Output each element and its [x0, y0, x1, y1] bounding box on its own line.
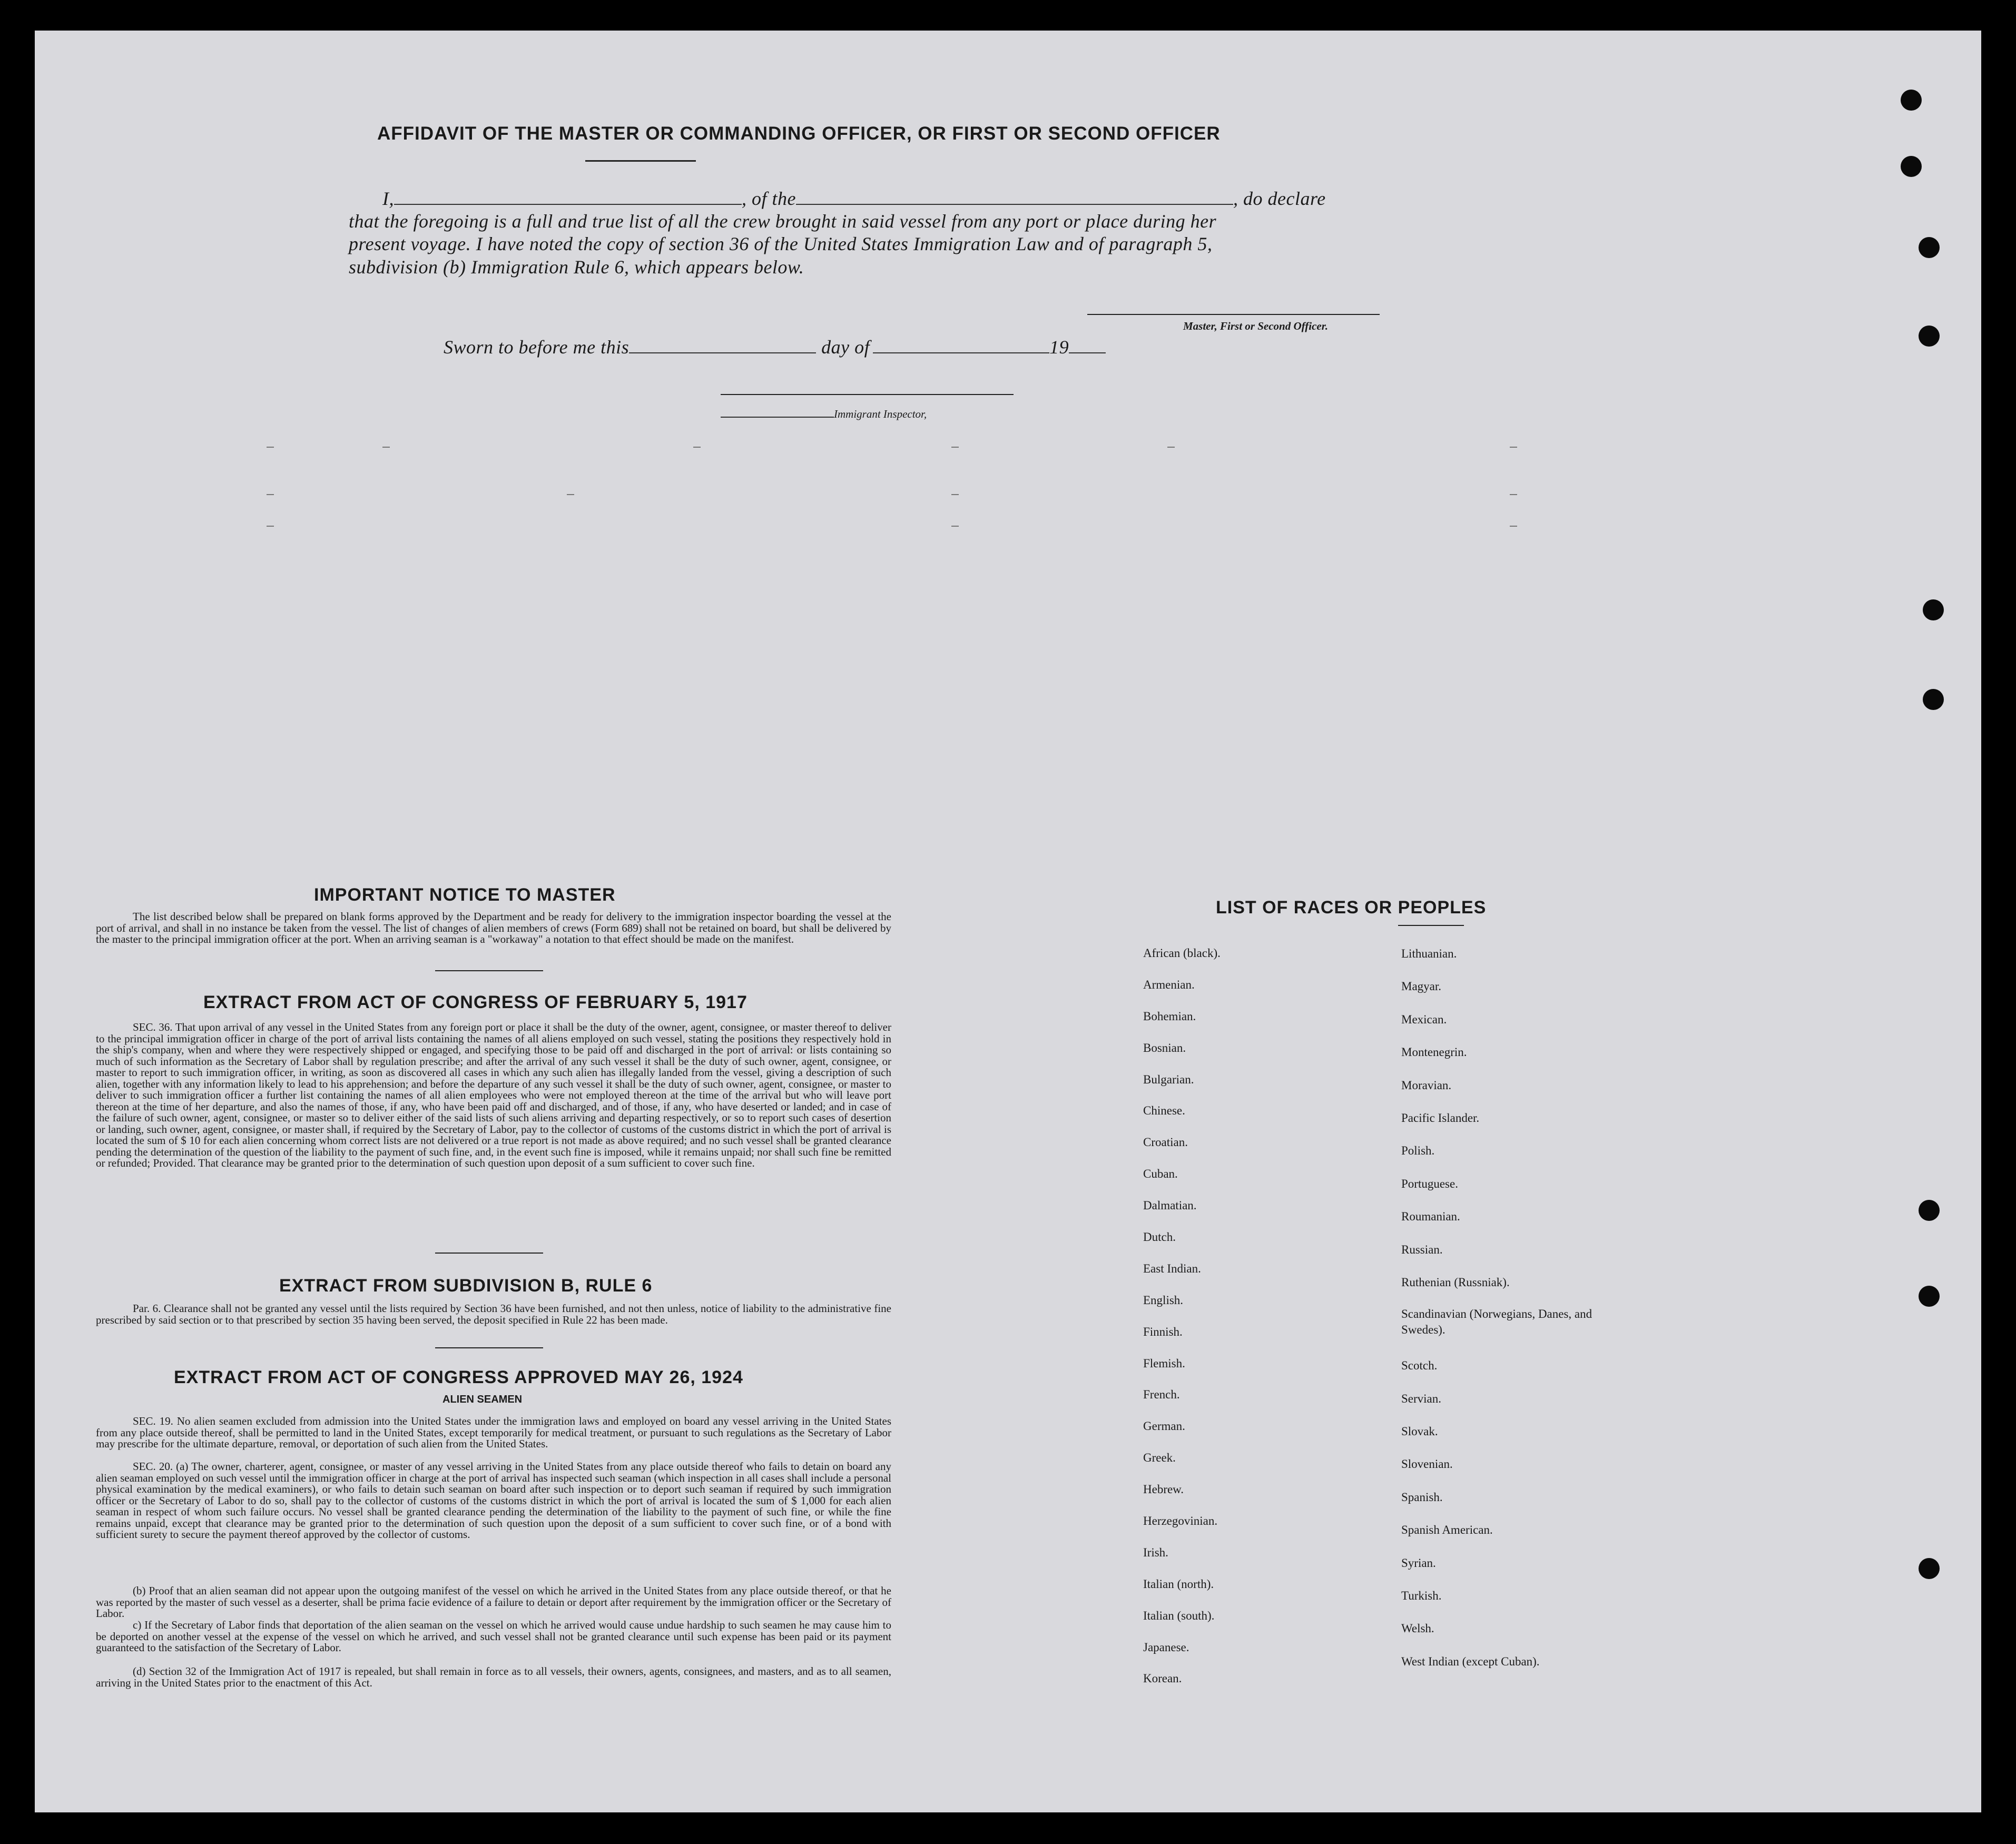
- rule6-title: EXTRACT FROM SUBDIVISION B, RULE 6: [279, 1276, 653, 1296]
- binder-hole: [1919, 1200, 1940, 1221]
- affidavit-declare-label: , do declare: [1233, 188, 1326, 209]
- sec20a-text: SEC. 20. (a) The owner, charterer, agent, consignee, or master of any vessel arriving in the United States from any place outside thereof who fails to detain on board any alien seaman employed on such vessel until the immigration officer in charge at the port of arrival has inspected such seaman (which inspection in all cases shall include a personal physical examination by the medical examiners), or who fails to detain such seaman on board after such inspection or to deport such seaman if required by such immigration officer or the Secretary of Labor to do so, shall pay to the collector of customs of the customs district in which the port of arrival is located the sum of $ 1,000 for each alien seaman in respect of whom such failure occurs. No vessel shall be granted clearance pending the determination of the liability to the payment of such fine, or while the fine remains unpaid, except that clearance may be granted prior to the determination of such question upon the deposit of a sum sufficient to cover such fine, or of a bond with sufficient surety to secure the payment thereof approved by the collector of customs.: [96, 1460, 891, 1541]
- race-item: Syrian.: [1401, 1556, 1436, 1570]
- race-item: Turkish.: [1401, 1589, 1442, 1603]
- race-item: Dutch.: [1143, 1230, 1176, 1244]
- race-item: Bohemian.: [1143, 1009, 1196, 1023]
- notice-text: The list described below shall be prepared on blank forms approved by the Department and be ready for delivery to the immigration inspector boarding the vessel at the port of arrival, and shall in no instance be taken from the vessel. The list of changes of alien members of crews (Form 689) shall not be retained on board, but shall be delivered by the master to the principal immigration officer at the port. When an arriving seaman is a "workaway" a notation to that effect should be made on the manifest.: [96, 910, 891, 945]
- binder-hole: [1919, 237, 1940, 258]
- extract-1917-text: SEC. 36. That upon arrival of any vessel in the United States from any foreign port or place it shall be the duty of the owner, agent, consignee, or master thereof to deliver to the principal immigration officer in charge of the port of arrival lists containing the names of all aliens employed on such vessel, stating the positions they respectively hold in the ship's company, when and where they were respectively shipped or engaged, and specifying those to be paid off and discharged in the port of arrival: or lists containing so much of such information as the Secretary of Labor shall by regulation prescribe; and after the arrival of any such vessel it shall be the duty of such owner, agent, consignee, or master to report to such immigration officer, in writing, as soon as discovered all cases in which any such alien has illegally landed from the vessel, giving a description of such alien, together with any information likely to lead to his apprehension; and before the departure of any such vessel it shall be the duty of such owner, agent, consignee, or master to deliver to such immigration officer a further list containing the names of all alien employees who were not employed thereon at the time of the arrival but who will leave port thereon at the time of her departure, and also the names of those, if any, who have been paid off and discharged, and of those, if any, who have deserted or landed; and in case of the failure of such owner, agent, consignee, or master so to deliver either of the said lists of such aliens arriving and departing respectively, or so to report such cases of desertion or landing, such owner, agent, consignee, or master shall, if required by the Secretary of Labor, pay to the collector of customs of the customs district in which the port of arrival is located the sum of $ 10 for each alien concerning whom correct lists are not delivered or a true report is not made as above required; and no such vessel shall be granted clearance pending the determination of the question of the liability to the payment of such fine, and, in the event such fine is imposed, while it remains unpaid; nor shall such fine be remitted or refunded; Provided. That clearance may be granted prior to the determination of such question upon deposit of a sum sufficient to cover such fine.: [96, 1021, 891, 1169]
- affidavit-line-2: that the foregoing is a full and true list of all the crew brought in said vessel from any port or place during her: [349, 211, 1217, 232]
- race-item: Polish.: [1401, 1144, 1435, 1158]
- sworn-line: [444, 336, 1106, 358]
- ghost-mark: [267, 447, 274, 448]
- notice-rule: [435, 970, 543, 971]
- inspector-label: Immigrant Inspector,: [834, 408, 927, 420]
- extract-1924-subtitle: ALIEN SEAMEN: [442, 1394, 523, 1405]
- extract-1917-title: EXTRACT FROM ACT OF CONGRESS OF FEBRUARY 5, 1917: [203, 992, 748, 1012]
- binder-hole: [1919, 1558, 1940, 1579]
- race-item: Herzegovinian.: [1143, 1514, 1218, 1528]
- race-item: Irish.: [1143, 1545, 1168, 1559]
- sworn-year-label: 19: [1049, 337, 1069, 358]
- sworn-label: Sworn to before me this: [444, 337, 630, 358]
- race-item: Flemish.: [1143, 1356, 1185, 1370]
- races-left-column: [1143, 938, 1221, 1694]
- race-item: Pacific Islander.: [1401, 1111, 1480, 1125]
- race-item: Armenian.: [1143, 978, 1195, 991]
- race-item: Korean.: [1143, 1672, 1182, 1685]
- sec19-text: SEC. 19. No alien seamen excluded from admission into the United States under the immigration laws and employed on board any vessel arriving in the United States from any place outside thereof, shall be permitted to land in the United States, except temporarily for medical treatment, or pursuant to such regulations as the Secretary of Labor may prescribe for the ultimate departure, removal, or deportation of such alien from the United States.: [96, 1415, 891, 1450]
- race-item: Montenegrin.: [1401, 1046, 1467, 1059]
- rule6-text: Par. 6. Clearance shall not be granted any vessel until the lists required by Section 36 have been furnished, and not then unless, notice of liability to the administrative fine prescribed by said section or to that prescribed by section 35 having been served, the deposit specified in Rule 22 has been made.: [96, 1302, 891, 1326]
- master-name-field[interactable]: [394, 189, 742, 205]
- race-item: Spanish American.: [1401, 1523, 1493, 1537]
- affidavit-line-4: subdivision (b) Immigration Rule 6, which appears below.: [349, 257, 804, 278]
- race-item: Bulgarian.: [1143, 1072, 1194, 1086]
- races-title: LIST OF RACES OR PEOPLES: [1216, 898, 1487, 918]
- notice-title: IMPORTANT NOTICE TO MASTER: [314, 885, 616, 905]
- race-item: Scotch.: [1401, 1359, 1438, 1373]
- race-item: Japanese.: [1143, 1640, 1189, 1654]
- race-item: Portuguese.: [1401, 1177, 1458, 1190]
- race-item: Ruthenian (Russniak).: [1401, 1275, 1510, 1289]
- binder-hole: [1919, 326, 1940, 347]
- ghost-mark: [267, 526, 274, 527]
- race-item: Welsh.: [1401, 1622, 1434, 1635]
- race-item: East Indian.: [1143, 1261, 1201, 1275]
- inspector-line: [721, 408, 927, 421]
- sec20b-text: (b) Proof that an alien seaman did not appear upon the outgoing manifest of the vessel on which he arrived in the United States from any place outside thereof, or that he was reported by the master of such vessel as a deserter, shall be prima facie evidence of a failure to detain or deport after requirement by the immigration officer or the Secretary of Labor.: [96, 1584, 891, 1620]
- ghost-mark: [951, 447, 959, 448]
- races-right-column: [1401, 938, 1601, 1678]
- race-item: Lithuanian.: [1401, 947, 1457, 960]
- race-item: African (black).: [1143, 946, 1221, 960]
- inspector-signature-line[interactable]: [721, 394, 1014, 395]
- extract-1924-title: EXTRACT FROM ACT OF CONGRESS APPROVED MAY 26, 1924: [174, 1367, 743, 1387]
- inspector-name-field[interactable]: [721, 408, 834, 418]
- race-item: Croatian.: [1143, 1136, 1188, 1149]
- binder-hole: [1919, 1286, 1940, 1307]
- race-item: Mexican.: [1401, 1012, 1447, 1026]
- race-item: German.: [1143, 1419, 1185, 1433]
- race-item: Italian (south).: [1143, 1609, 1215, 1622]
- affidavit-i-label: I,: [382, 188, 394, 209]
- vessel-name-field[interactable]: [796, 189, 1233, 205]
- ghost-mark: [382, 447, 390, 448]
- binder-hole: [1901, 90, 1922, 111]
- race-item: West Indian (except Cuban).: [1401, 1654, 1540, 1668]
- ghost-mark: [1510, 447, 1517, 448]
- sworn-month-field[interactable]: [873, 338, 1049, 353]
- race-item: Bosnian.: [1143, 1041, 1186, 1054]
- sworn-dayof-label: day of: [821, 337, 870, 358]
- affidavit-line-1: [382, 188, 1326, 210]
- ghost-mark: [567, 494, 574, 495]
- affidavit-title-rule: [585, 160, 696, 162]
- rule6-rule: [435, 1347, 543, 1348]
- race-item: Scandinavian (Norwegians, Danes, and Swedes).: [1401, 1307, 1592, 1337]
- ghost-mark: [1510, 526, 1517, 527]
- affidavit-line-3: present voyage. I have noted the copy of section 36 of the United States Immigration Law and of paragraph 5,: [349, 233, 1213, 254]
- race-item: Russian.: [1401, 1243, 1443, 1256]
- race-item: Spanish.: [1401, 1490, 1443, 1504]
- binder-hole: [1923, 599, 1944, 620]
- sec20c-text: c) If the Secretary of Labor finds that deportation of the alien seaman on the vessel on which he arrived would cause undue hardship to such seamen he may cause him to be deported on another vessel at the expense of the vessel on which he arrived, and such vessel shall not be granted clearance until such expense has been paid or its payment guaranteed to the satisfaction of the Secretary of Labor.: [96, 1619, 891, 1654]
- signature-label: Master, First or Second Officer.: [1183, 320, 1328, 332]
- binder-hole: [1901, 156, 1922, 177]
- race-item: Dalmatian.: [1143, 1199, 1197, 1212]
- sworn-year-field[interactable]: [1069, 338, 1106, 353]
- ghost-mark: [1510, 494, 1517, 495]
- document-sheet: [35, 31, 1981, 1812]
- extract-1917-rule: [435, 1253, 543, 1254]
- ghost-mark: [951, 494, 959, 495]
- race-item: English.: [1143, 1293, 1184, 1307]
- races-title-rule: [1398, 925, 1464, 926]
- race-item: French.: [1143, 1388, 1180, 1402]
- affidavit-title: AFFIDAVIT OF THE MASTER OR COMMANDING OFFICER, OR FIRST OR SECOND OFFICER: [377, 123, 1221, 144]
- race-item: Finnish.: [1143, 1325, 1183, 1338]
- race-item: Servian.: [1401, 1392, 1442, 1405]
- race-item: Hebrew.: [1143, 1483, 1184, 1496]
- race-item: Chinese.: [1143, 1104, 1185, 1118]
- race-item: Roumanian.: [1401, 1210, 1460, 1224]
- race-item: Magyar.: [1401, 980, 1442, 993]
- race-item: Greek.: [1143, 1451, 1176, 1465]
- ghost-mark: [267, 494, 274, 495]
- race-item: Slovak.: [1401, 1425, 1438, 1438]
- ghost-mark: [1167, 447, 1175, 448]
- race-item: Slovenian.: [1401, 1457, 1453, 1471]
- ghost-mark: [951, 526, 959, 527]
- sworn-day-field[interactable]: [629, 338, 816, 353]
- signature-line[interactable]: [1087, 314, 1380, 315]
- race-item: Moravian.: [1401, 1078, 1452, 1092]
- binder-hole: [1923, 689, 1944, 710]
- ghost-mark: [693, 447, 701, 448]
- race-item: Cuban.: [1143, 1167, 1178, 1181]
- race-item: Italian (north).: [1143, 1577, 1214, 1591]
- sec20d-text: (d) Section 32 of the Immigration Act of 1917 is repealed, but shall remain in force as to all vessels, their owners, agents, consignees, and masters, and as to all seamen, arriving in the United States prior to the enactment of this Act.: [96, 1665, 891, 1689]
- affidavit-of-label: , of the: [742, 188, 796, 209]
